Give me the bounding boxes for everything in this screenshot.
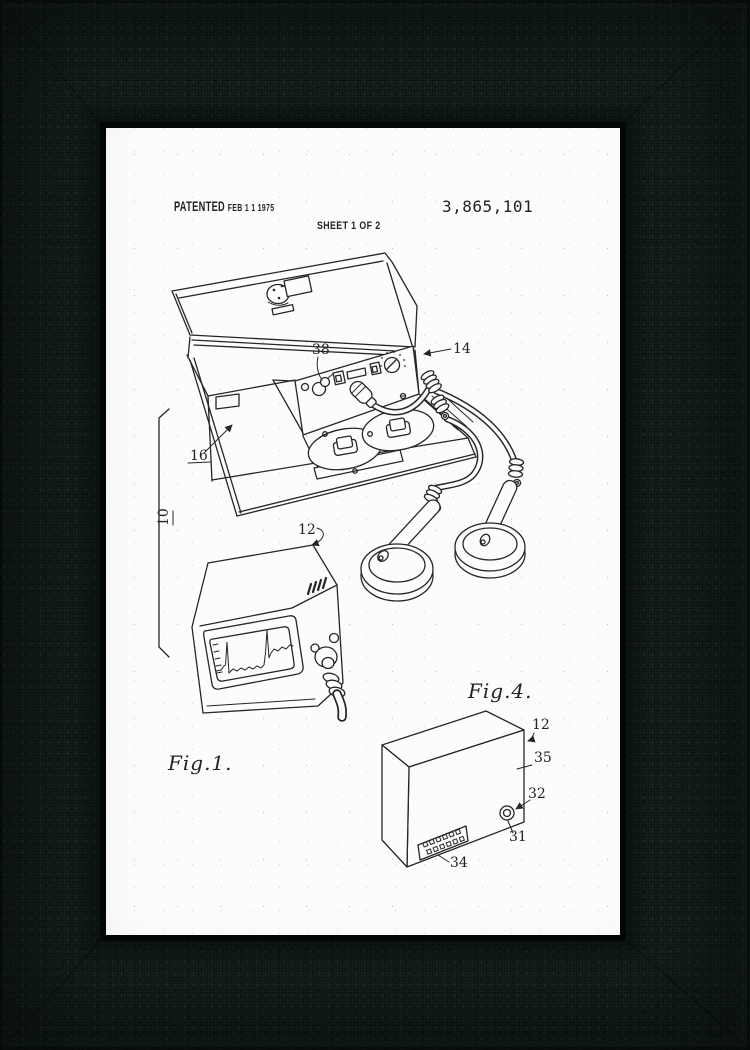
patent-drawing (106, 128, 620, 935)
fig4-caption: Fig.4. (468, 679, 533, 703)
ref-label-12-fig4: 12 (532, 717, 550, 733)
ref-label-10: 10 (156, 508, 172, 526)
ref-label-12-fig1: 12 (298, 522, 316, 538)
fig4-connector (500, 806, 514, 820)
ref-label-38: 38 (312, 342, 330, 358)
patent-date: FEB 1 1 1975 (227, 202, 275, 214)
patent-page (106, 128, 620, 935)
panel-toggle-switch-2 (370, 362, 381, 375)
ref-label-34: 34 (450, 855, 468, 871)
assembly-bracket (159, 409, 169, 657)
cable-coil-d (508, 458, 524, 478)
frame-mitre-joint-bottom-left (0, 942, 100, 1050)
defib-paddle-left (361, 500, 440, 601)
patented-label: PATENTED (174, 198, 226, 214)
ref-label-31: 31 (509, 829, 527, 845)
fig4-module-box (382, 711, 552, 871)
ref-label-32: 32 (528, 786, 546, 802)
fig1-caption: Fig.1. (168, 751, 233, 775)
case-lid (172, 253, 417, 356)
panel-toggle-switch (333, 371, 345, 385)
defib-paddle-right (455, 481, 525, 578)
frame-mitre-joint-bottom-right (627, 941, 750, 1050)
patent-number: 3,865,101 (442, 197, 534, 216)
sheet-label: SHEET 1 OF 2 (317, 220, 381, 232)
ref-label-35: 35 (534, 750, 552, 766)
ref-label-14: 14 (453, 341, 471, 357)
frame-mitre-joint-top-left (0, 0, 99, 122)
frame-mitre-joint-top-right (626, 0, 750, 121)
fig1-ecg-monitor (192, 545, 346, 717)
ref-label-16: 16 (190, 448, 208, 464)
